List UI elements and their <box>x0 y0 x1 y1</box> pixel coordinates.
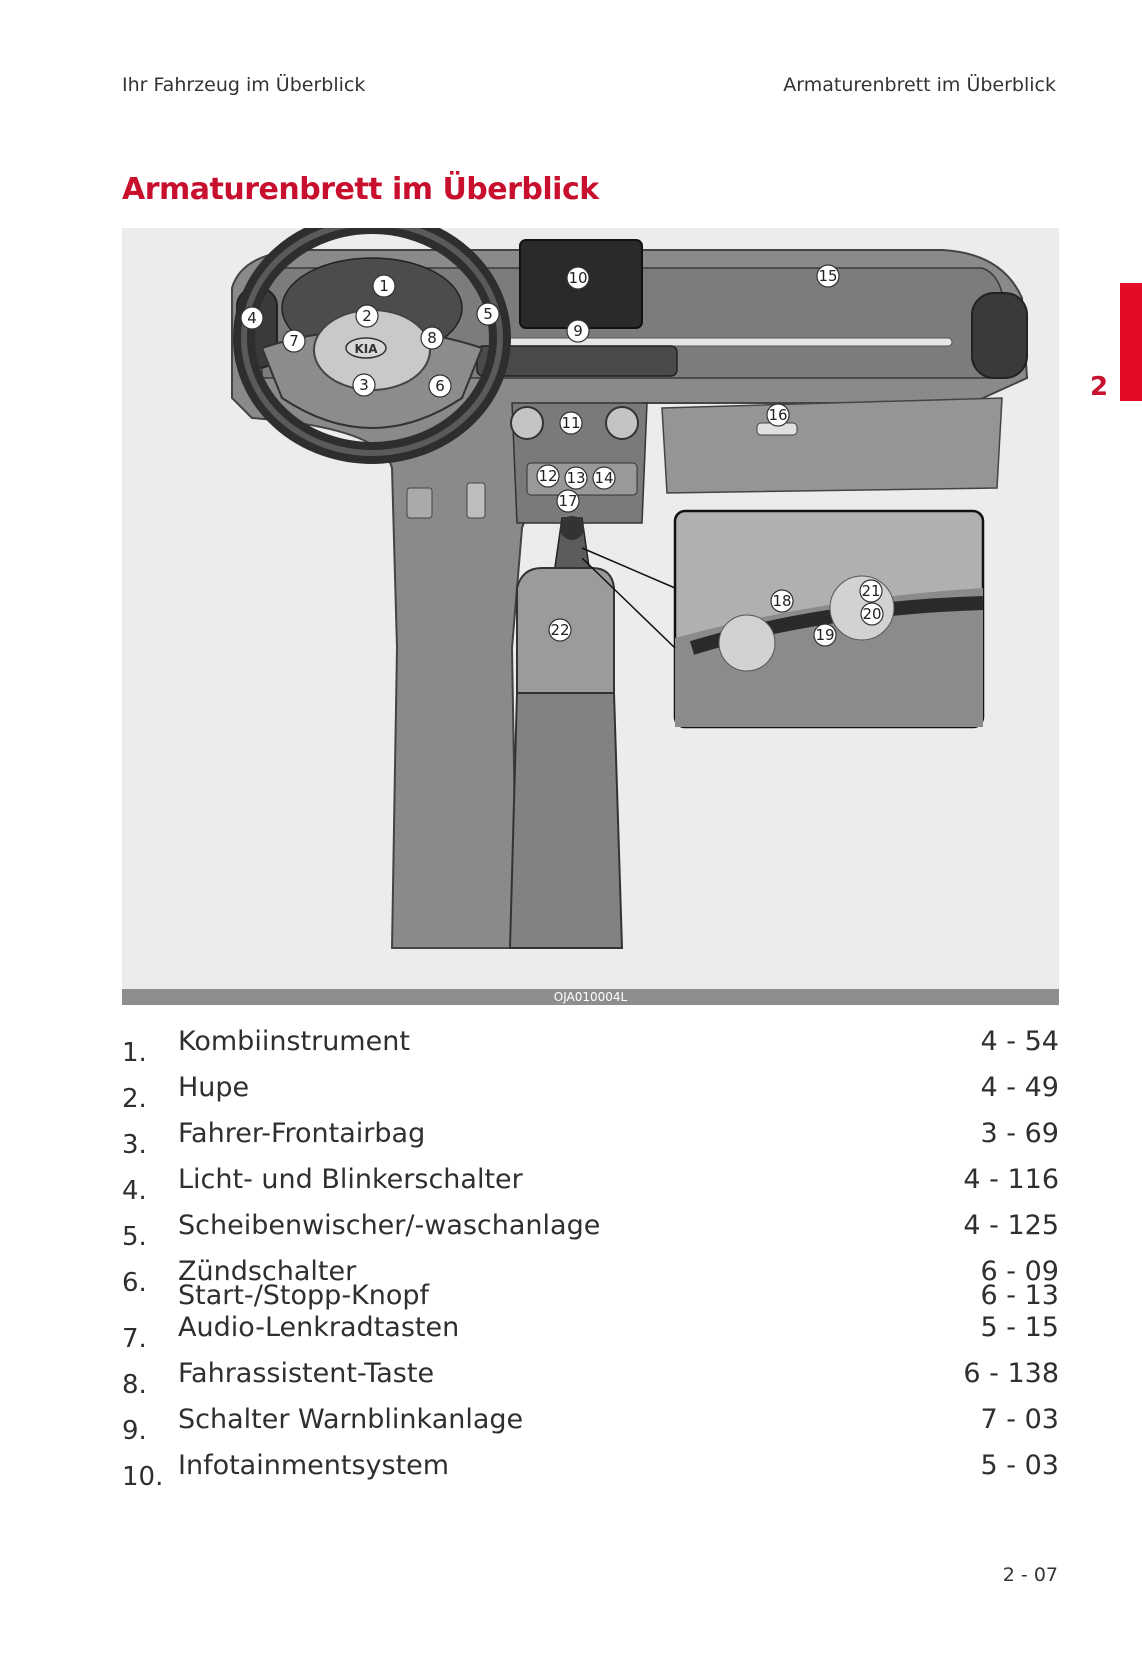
item-number: 7. <box>122 1324 147 1354</box>
list-item <box>122 1450 1059 1500</box>
callout-17 <box>557 490 579 512</box>
item-label: Licht- und Blinkerschalter <box>178 1164 523 1195</box>
callout-18 <box>771 590 793 612</box>
item-page-ref: 5 - 03 <box>980 1450 1059 1481</box>
callout-label: 5 <box>483 305 493 323</box>
list-item <box>122 1256 1059 1316</box>
callout-10 <box>567 267 589 289</box>
dashboard-illustration <box>122 228 1059 1005</box>
item-number: 1. <box>122 1038 147 1068</box>
callout-11 <box>560 412 582 434</box>
callout-14 <box>593 467 615 489</box>
callout-label: 11 <box>561 414 581 432</box>
callout-4 <box>241 307 263 329</box>
svg-text:KIA: KIA <box>354 342 378 356</box>
item-label: Hupe <box>178 1072 250 1103</box>
callout-9 <box>567 320 589 342</box>
callout-7 <box>283 330 305 352</box>
item-number: 6. <box>122 1268 147 1298</box>
item-label-line-2: Start-/Stopp-Knopf <box>178 1280 430 1311</box>
callout-21 <box>860 580 882 602</box>
callout-3 <box>353 374 375 396</box>
item-page-ref: 3 - 69 <box>980 1118 1059 1149</box>
item-page-ref: 4 - 49 <box>980 1072 1059 1103</box>
callout-19 <box>814 624 836 646</box>
callout-16 <box>767 404 789 426</box>
callout-2 <box>356 305 378 327</box>
running-header-left: Ihr Fahrzeug im Überblick <box>122 74 366 96</box>
item-label <box>178 1256 430 1311</box>
item-number: 8. <box>122 1370 147 1400</box>
item-label: Audio-Lenkradtasten <box>178 1312 460 1343</box>
callout-label: 19 <box>815 626 835 644</box>
component-list <box>122 1026 1059 1500</box>
callout-label: 6 <box>435 377 445 395</box>
callout-label: 17 <box>558 492 578 510</box>
chapter-number: 2 <box>1090 372 1109 402</box>
item-page-ref-2: 6 - 13 <box>980 1280 1059 1311</box>
list-item <box>122 1164 1059 1214</box>
callout-label: 20 <box>862 605 882 623</box>
item-page-ref: 4 - 54 <box>980 1026 1059 1057</box>
callout-label: 10 <box>568 269 588 287</box>
callout-8 <box>421 327 443 349</box>
item-page-ref: 4 - 116 <box>963 1164 1059 1195</box>
callout-label: 9 <box>573 322 583 340</box>
callout-label: 4 <box>247 309 257 327</box>
callout-label: 8 <box>427 329 437 347</box>
callout-label: 14 <box>594 469 614 487</box>
callout-label: 13 <box>566 469 586 487</box>
item-number: 2. <box>122 1084 147 1114</box>
page-number: 2 - 07 <box>1002 1564 1058 1586</box>
item-label: Kombiinstrument <box>178 1026 410 1057</box>
callout-1 <box>373 275 395 297</box>
callout-label: 21 <box>861 582 881 600</box>
item-number: 4. <box>122 1176 147 1206</box>
callout-6 <box>429 375 451 397</box>
item-page-ref-1: 6 - 09 <box>980 1256 1059 1287</box>
callout-22 <box>549 619 571 641</box>
figure-code: OJA010004L <box>553 990 628 1004</box>
callout-12 <box>537 465 559 487</box>
list-item <box>122 1404 1059 1454</box>
callout-5 <box>477 303 499 325</box>
item-label-line-1: Zündschalter <box>178 1256 357 1287</box>
list-item <box>122 1312 1059 1362</box>
item-page-ref: 6 - 138 <box>963 1358 1059 1389</box>
item-label: Scheibenwischer/-waschanlage <box>178 1210 601 1241</box>
list-item <box>122 1072 1059 1122</box>
running-header-right: Armaturenbrett im Überblick <box>783 74 1056 96</box>
item-page-ref: 4 - 125 <box>963 1210 1059 1241</box>
item-label: Schalter Warnblinkanlage <box>178 1404 524 1435</box>
chapter-tab <box>1120 283 1142 401</box>
list-item <box>122 1358 1059 1408</box>
figure-caption-bar <box>122 989 1059 1005</box>
callout-label: 16 <box>768 406 788 424</box>
list-item <box>122 1118 1059 1168</box>
callout-20 <box>861 603 883 625</box>
callout-label: 12 <box>538 467 558 485</box>
item-number: 10. <box>122 1462 164 1492</box>
callout-15 <box>817 265 839 287</box>
callout-label: 3 <box>359 376 369 394</box>
item-number: 9. <box>122 1416 147 1446</box>
item-page-ref: 5 - 15 <box>980 1312 1059 1343</box>
item-label: Fahrassistent-Taste <box>178 1358 435 1389</box>
item-label: Fahrer-Frontairbag <box>178 1118 426 1149</box>
list-item <box>122 1026 1059 1076</box>
callout-label: 2 <box>362 307 372 325</box>
item-number: 5. <box>122 1222 147 1252</box>
callout-label: 22 <box>550 621 570 639</box>
item-number: 3. <box>122 1130 147 1160</box>
callout-label: 18 <box>772 592 792 610</box>
callout-label: 15 <box>818 267 838 285</box>
page-title: Armaturenbrett im Überblick <box>122 172 599 207</box>
list-item <box>122 1210 1059 1260</box>
item-page-ref: 7 - 03 <box>980 1404 1059 1435</box>
callout-13 <box>565 467 587 489</box>
callout-label: 1 <box>379 277 389 295</box>
callout-label: 7 <box>289 332 299 350</box>
item-label: Infotainmentsystem <box>178 1450 450 1481</box>
item-page-ref <box>980 1256 1059 1311</box>
